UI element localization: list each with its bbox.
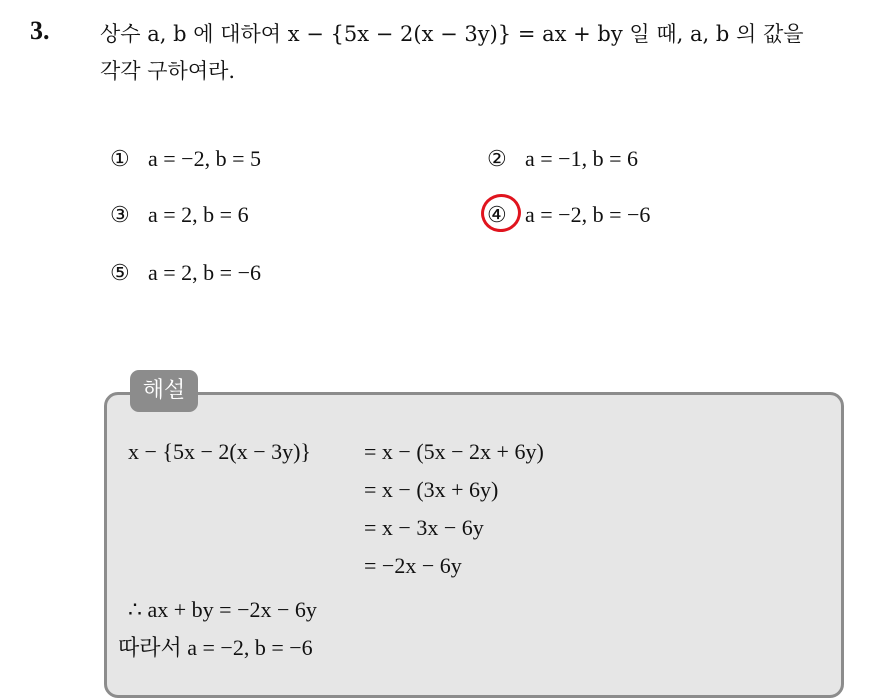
choice-2-number: ② [487,147,507,172]
choice-1-number: ① [110,147,130,172]
choice-3-text: a = 2, b = 6 [148,202,249,227]
choice-4-number: ④ [487,203,507,228]
choice-4-text: a = −2, b = −6 [525,202,651,227]
solution-row-1-lhs: x − {5x − 2(x − 3y)} [128,439,311,464]
solution-row-1-rhs: = x − (5x − 2x + 6y) [364,439,544,464]
solution-conclusion: 따라서 a = −2, b = −6 [118,635,313,660]
choice-1[interactable] [110,144,261,174]
choice-5[interactable] [110,258,261,288]
question-line-1: 상수 a, b 에 대하여 x − {5x − 2(x − 3y)} = ax + by 일 때, a, b 의 값을 [100,22,804,46]
question-text [100,16,870,90]
solution-label: 해설 [130,370,198,412]
choice-3-number: ③ [110,203,130,228]
question-line-2: 각각 구하여라. [100,59,236,83]
choice-5-number: ⑤ [110,261,130,286]
choice-1-text: a = −2, b = 5 [148,146,261,171]
choice-2-text: a = −1, b = 6 [525,146,638,171]
solution-therefore: ∴ ax + by = −2x − 6y [128,597,317,622]
choice-2[interactable] [487,144,638,174]
solution-row-4-rhs: = −2x − 6y [364,553,462,578]
choice-3[interactable] [110,200,249,230]
question-number: 3. [30,16,50,45]
solution-row-2-rhs: = x − (3x + 6y) [364,477,499,502]
solution-row-3-rhs: = x − 3x − 6y [364,515,484,540]
choice-5-text: a = 2, b = −6 [148,260,261,285]
